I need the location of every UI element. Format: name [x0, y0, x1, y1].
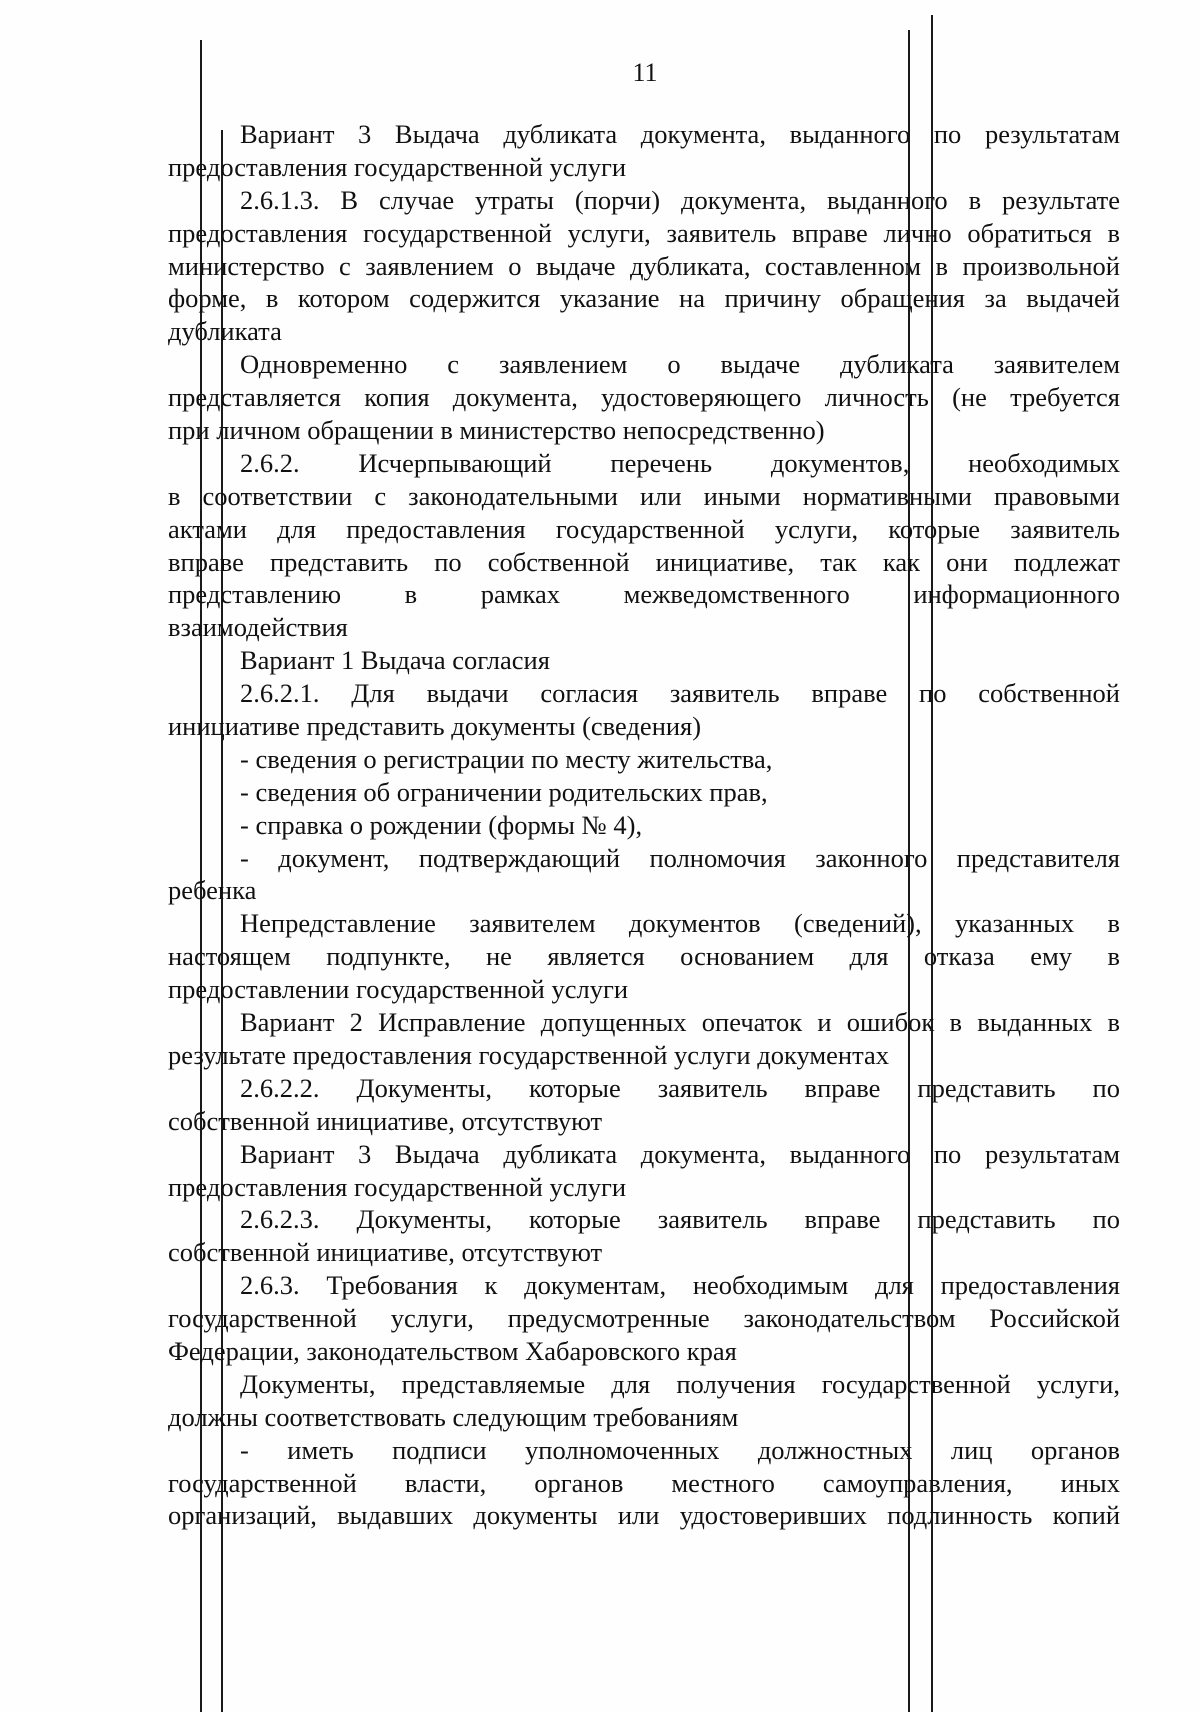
- text-line: результате предоставления государственной услуги документах: [168, 1039, 889, 1070]
- text-line: 2.6.2. Исчерпывающий перечень документов, необходимых: [240, 447, 1120, 478]
- text-line: Документы, представляемые для получения государственной услуги,: [240, 1368, 1120, 1399]
- text-line: 2.6.2.3. Документы, которые заявитель вправе представить по: [240, 1204, 1120, 1235]
- text-line: - сведения об ограничении родительских прав,: [240, 776, 768, 807]
- text-line: предоставления государственной услуги: [168, 1171, 627, 1202]
- text-line: государственной власти, органов местного самоуправления, иных: [168, 1467, 1120, 1498]
- text-line: предоставления государственной услуги, заявитель вправе лично обратиться в: [168, 217, 1120, 248]
- text-line: Одновременно с заявлением о выдаче дубликата заявителем: [240, 349, 1120, 380]
- text-line: инициативе представить документы (сведения): [168, 711, 702, 742]
- text-line: государственной услуги, предусмотренные законодательством Российской: [168, 1303, 1120, 1334]
- text-line: вправе представить по собственной инициативе, так как они подлежат: [168, 546, 1120, 577]
- text-line: представляется копия документа, удостоверяющего личность (не требуется: [168, 382, 1120, 413]
- text-line: в соответствии с законодательными или иными нормативными правовыми: [168, 480, 1120, 511]
- text-line: Вариант 2 Исправление допущенных опечаток и ошибок в выданных в: [240, 1007, 1120, 1038]
- text-line: предоставлении государственной услуги: [168, 974, 629, 1005]
- text-line: дубликата: [168, 316, 282, 347]
- text-line: форме, в котором содержится указание на причину обращения за выдачей: [168, 283, 1120, 314]
- text-line: при личном обращении в министерство непосредственно): [168, 415, 825, 446]
- text-line: министерство с заявлением о выдаче дубликата, составленном в произвольной: [168, 250, 1120, 281]
- text-line: должны соответствовать следующим требованиям: [168, 1401, 739, 1432]
- text-line: организаций, выдавших документы или удостоверивших подлинность копий: [168, 1500, 1120, 1531]
- text-line: Вариант 3 Выдача дубликата документа, выданного по результатам: [240, 119, 1120, 149]
- text-line: - иметь подписи уполномоченных должностных лиц органов: [240, 1434, 1120, 1465]
- text-line: предоставления государственной услуги: [168, 151, 627, 182]
- text-line: 2.6.1.3. В случае утраты (порчи) документа, выданного в результате: [240, 184, 1120, 215]
- text-line: 2.6.2.2. Документы, которые заявитель вправе представить по: [240, 1072, 1120, 1103]
- text-line: - справка о рождении (формы № 4),: [240, 809, 643, 840]
- page-number: 11: [632, 58, 658, 87]
- text-line: Федерации, законодательством Хабаровского края: [168, 1335, 737, 1366]
- text-line: - документ, подтверждающий полномочия законного представителя: [240, 842, 1120, 873]
- text-line: собственной инициативе, отсутствуют: [168, 1237, 603, 1268]
- text-line: - сведения о регистрации по месту жительства,: [240, 743, 773, 774]
- text-line: собственной инициативе, отсутствуют: [168, 1105, 603, 1136]
- text-line: 2.6.3. Требования к документам, необходимым для предоставления: [240, 1270, 1120, 1301]
- text-line: представлению в рамках межведомственного информационного: [168, 579, 1120, 610]
- text-line: Вариант 1 Выдача согласия: [240, 645, 550, 676]
- document-body: [168, 118, 1120, 1532]
- text-line: Вариант 3 Выдача дубликата документа, выданного по результатам: [240, 1138, 1120, 1169]
- text-line: настоящем подпункте, не является основанием для отказа ему в: [168, 941, 1120, 972]
- text-line: 2.6.2.1. Для выдачи согласия заявитель вправе по собственной: [240, 678, 1120, 709]
- text-line: ребенка: [168, 875, 257, 906]
- text-line: взаимодействия: [168, 612, 348, 643]
- text-line: актами для предоставления государственной услуги, которые заявитель: [168, 513, 1120, 544]
- text-line: Непредставление заявителем документов (сведений), указанных в: [240, 908, 1120, 939]
